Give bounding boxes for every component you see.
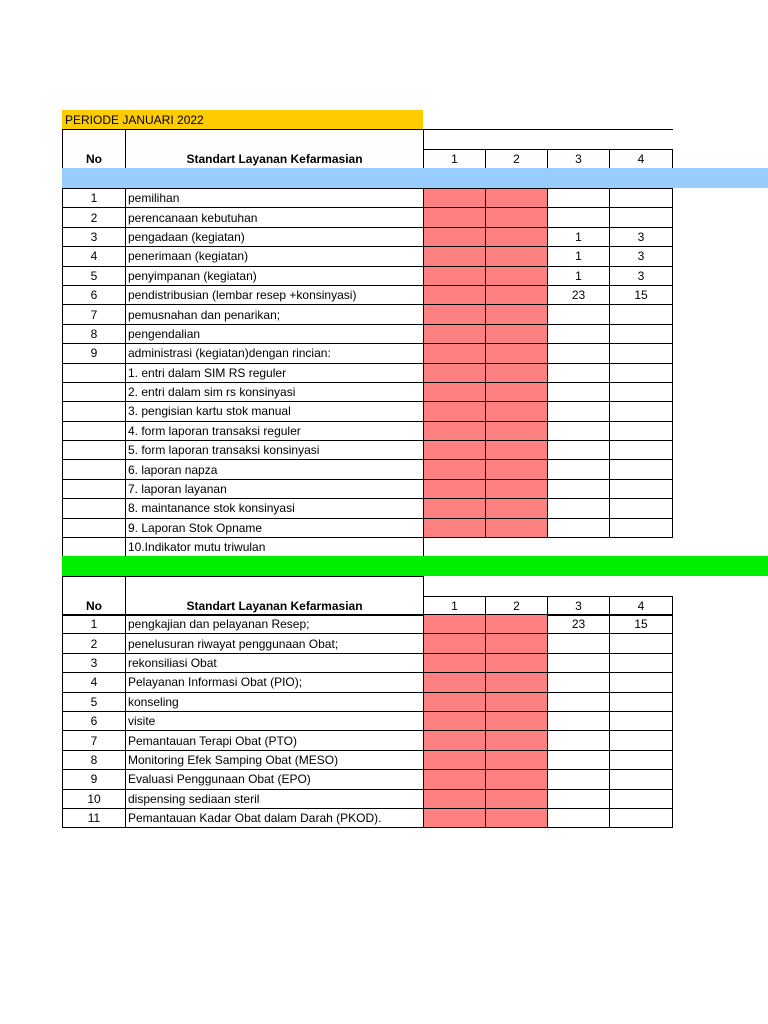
week-2-cell [486, 285, 548, 304]
row-number [63, 421, 126, 440]
week-3-cell [548, 382, 610, 401]
week-1-cell [424, 634, 486, 653]
week-3-cell: 1 [548, 247, 610, 266]
row-number [63, 363, 126, 382]
week-3-cell [548, 770, 610, 789]
table-row [63, 673, 673, 692]
week-3-cell [548, 208, 610, 227]
row-label: visite [126, 711, 424, 730]
row-number: 4 [63, 247, 126, 266]
week-4-cell [610, 499, 673, 518]
week-4-cell [610, 421, 673, 440]
week-1-cell [424, 324, 486, 343]
week-2-cell [486, 499, 548, 518]
week-2-cell [486, 324, 548, 343]
week-4-cell [610, 344, 673, 363]
section1-last-blank [424, 538, 673, 557]
section2-header-spacer [424, 577, 673, 597]
week-3-cell [548, 305, 610, 324]
table-row [63, 789, 673, 808]
week-1-cell [424, 441, 486, 460]
section2-col-1: 1 [424, 597, 486, 616]
week-4-cell [610, 692, 673, 711]
row-label: Monitoring Efek Samping Obat (MESO) [126, 750, 424, 769]
table-row [63, 363, 673, 382]
section2-standard-header: Standart Layanan Kefarmasian [126, 577, 424, 616]
table-row [63, 402, 673, 421]
week-2-cell [486, 247, 548, 266]
week-4-cell [610, 789, 673, 808]
week-3-cell: 23 [548, 615, 610, 634]
table-row [63, 770, 673, 789]
week-1-cell [424, 363, 486, 382]
row-number: 10 [63, 789, 126, 808]
week-3-cell [548, 634, 610, 653]
table-row [63, 247, 673, 266]
row-number: 1 [63, 615, 126, 634]
week-4-cell [610, 208, 673, 227]
section1-no-header: No [63, 130, 126, 169]
row-label: 1. entri dalam SIM RS reguler [126, 363, 424, 382]
row-number [63, 460, 126, 479]
table-row [63, 441, 673, 460]
row-label: 4. form laporan transaksi reguler [126, 421, 424, 440]
week-1-cell [424, 247, 486, 266]
section2-no-header: No [63, 577, 126, 616]
row-label: penelusuran riwayat penggunaan Obat; [126, 634, 424, 653]
table-row [63, 460, 673, 479]
week-4-cell: 15 [610, 615, 673, 634]
row-label: rekonsiliasi Obat [126, 653, 424, 672]
section1-header-table [62, 129, 673, 169]
row-label: Pemantauan Terapi Obat (PTO) [126, 731, 424, 750]
week-3-cell [548, 324, 610, 343]
row-number: 3 [63, 653, 126, 672]
week-4-cell [610, 653, 673, 672]
table-row [63, 227, 673, 246]
row-number: 8 [63, 750, 126, 769]
week-3-cell [548, 421, 610, 440]
week-4-cell [610, 363, 673, 382]
week-4-cell [610, 750, 673, 769]
section1-col-2: 2 [486, 150, 548, 169]
section1-table [62, 188, 673, 557]
section1-standard-header: Standart Layanan Kefarmasian [126, 130, 424, 169]
week-4-cell [610, 189, 673, 208]
row-number [63, 441, 126, 460]
row-label: pengadaan (kegiatan) [126, 227, 424, 246]
week-2-cell [486, 808, 548, 827]
row-number: 1 [63, 189, 126, 208]
row-number: 2 [63, 208, 126, 227]
section1-col-4: 4 [610, 150, 673, 169]
table-row [63, 692, 673, 711]
week-4-cell [610, 770, 673, 789]
week-1-cell [424, 402, 486, 421]
week-1-cell [424, 731, 486, 750]
row-label: Pemantauan Kadar Obat dalam Darah (PKOD). [126, 808, 424, 827]
row-number: 7 [63, 731, 126, 750]
section1-last-no [63, 538, 126, 557]
row-label: 9. Laporan Stok Opname [126, 518, 424, 537]
week-4-cell: 3 [610, 266, 673, 285]
week-4-cell [610, 382, 673, 401]
row-number: 2 [63, 634, 126, 653]
row-label: dispensing sediaan steril [126, 789, 424, 808]
week-2-cell [486, 344, 548, 363]
section2-col-2: 2 [486, 597, 548, 616]
week-2-cell [486, 441, 548, 460]
week-1-cell [424, 208, 486, 227]
week-3-cell [548, 711, 610, 730]
table-row [63, 653, 673, 672]
week-1-cell [424, 227, 486, 246]
week-2-cell [486, 227, 548, 246]
row-number: 11 [63, 808, 126, 827]
row-number: 8 [63, 324, 126, 343]
section1-last-label: 10.Indikator mutu triwulan [126, 538, 424, 557]
table-row [63, 808, 673, 827]
week-1-cell [424, 789, 486, 808]
week-1-cell [424, 344, 486, 363]
week-2-cell [486, 615, 548, 634]
row-number: 3 [63, 227, 126, 246]
row-number [63, 499, 126, 518]
table-row [63, 711, 673, 730]
row-label: pemilihan [126, 189, 424, 208]
row-number: 5 [63, 266, 126, 285]
week-1-cell [424, 266, 486, 285]
week-1-cell [424, 750, 486, 769]
week-4-cell [610, 324, 673, 343]
week-4-cell: 3 [610, 227, 673, 246]
section2-band [62, 556, 768, 576]
row-label: penyimpanan (kegiatan) [126, 266, 424, 285]
week-4-cell [610, 518, 673, 537]
week-1-cell [424, 615, 486, 634]
week-1-cell [424, 499, 486, 518]
week-4-cell [610, 711, 673, 730]
week-4-cell: 3 [610, 247, 673, 266]
week-1-cell [424, 673, 486, 692]
week-1-cell [424, 421, 486, 440]
week-2-cell [486, 692, 548, 711]
week-1-cell [424, 479, 486, 498]
row-label: pemusnahan dan penarikan; [126, 305, 424, 324]
week-4-cell [610, 402, 673, 421]
table-row [63, 750, 673, 769]
table-row [63, 285, 673, 304]
table-row [63, 518, 673, 537]
week-2-cell [486, 421, 548, 440]
row-label: konseling [126, 692, 424, 711]
week-3-cell [548, 789, 610, 808]
table-row [63, 305, 673, 324]
week-2-cell [486, 460, 548, 479]
row-number: 5 [63, 692, 126, 711]
week-3-cell: 1 [548, 227, 610, 246]
week-4-cell [610, 808, 673, 827]
week-4-cell [610, 460, 673, 479]
row-label: perencanaan kebutuhan [126, 208, 424, 227]
table-row [63, 634, 673, 653]
week-2-cell [486, 363, 548, 382]
table-row [63, 479, 673, 498]
week-4-cell [610, 731, 673, 750]
week-3-cell [548, 808, 610, 827]
row-label: Evaluasi Penggunaan Obat (EPO) [126, 770, 424, 789]
week-1-cell [424, 711, 486, 730]
row-label: 2. entri dalam sim rs konsinyasi [126, 382, 424, 401]
week-1-cell [424, 382, 486, 401]
week-2-cell [486, 479, 548, 498]
row-label: penerimaan (kegiatan) [126, 247, 424, 266]
week-3-cell: 1 [548, 266, 610, 285]
week-3-cell [548, 673, 610, 692]
table-row [63, 421, 673, 440]
week-3-cell [548, 460, 610, 479]
week-2-cell [486, 305, 548, 324]
week-4-cell [610, 479, 673, 498]
row-number [63, 402, 126, 421]
row-label: 5. form laporan transaksi konsinyasi [126, 441, 424, 460]
week-3-cell [548, 189, 610, 208]
row-label: pengkajian dan pelayanan Resep; [126, 615, 424, 634]
table-row [63, 344, 673, 363]
week-1-cell [424, 460, 486, 479]
row-number: 7 [63, 305, 126, 324]
week-1-cell [424, 305, 486, 324]
section1-band [62, 168, 768, 188]
row-number [63, 479, 126, 498]
week-2-cell [486, 634, 548, 653]
week-2-cell [486, 789, 548, 808]
week-1-cell [424, 692, 486, 711]
row-number: 9 [63, 344, 126, 363]
section2-col-4: 4 [610, 597, 673, 616]
table-row [63, 615, 673, 634]
section1-col-1: 1 [424, 150, 486, 169]
week-3-cell [548, 402, 610, 421]
week-4-cell: 15 [610, 285, 673, 304]
week-2-cell [486, 189, 548, 208]
week-2-cell [486, 673, 548, 692]
period-title: PERIODE JANUARI 2022 [62, 110, 423, 130]
week-3-cell [548, 499, 610, 518]
section2-col-3: 3 [548, 597, 610, 616]
week-2-cell [486, 653, 548, 672]
section2-header-table [62, 576, 673, 616]
row-label: pengendalian [126, 324, 424, 343]
week-4-cell [610, 673, 673, 692]
row-label: 3. pengisian kartu stok manual [126, 402, 424, 421]
week-3-cell [548, 653, 610, 672]
row-number: 9 [63, 770, 126, 789]
week-3-cell [548, 731, 610, 750]
week-2-cell [486, 750, 548, 769]
table-row [63, 499, 673, 518]
section1-col-3: 3 [548, 150, 610, 169]
section1-header-spacer [424, 130, 673, 150]
week-2-cell [486, 518, 548, 537]
row-number [63, 382, 126, 401]
week-1-cell [424, 518, 486, 537]
week-4-cell [610, 441, 673, 460]
week-3-cell [548, 479, 610, 498]
table-row [63, 266, 673, 285]
row-number [63, 518, 126, 537]
row-number: 6 [63, 711, 126, 730]
week-3-cell [548, 344, 610, 363]
table-row [63, 382, 673, 401]
row-label: pendistribusian (lembar resep +konsinyasi) [126, 285, 424, 304]
week-2-cell [486, 711, 548, 730]
row-label: administrasi (kegiatan)dengan rincian: [126, 344, 424, 363]
row-label: 8. maintanance stok konsinyasi [126, 499, 424, 518]
row-number: 4 [63, 673, 126, 692]
table-row [63, 189, 673, 208]
week-4-cell [610, 305, 673, 324]
row-label: 6. laporan napza [126, 460, 424, 479]
week-1-cell [424, 653, 486, 672]
week-4-cell [610, 634, 673, 653]
week-1-cell [424, 770, 486, 789]
week-3-cell [548, 750, 610, 769]
week-1-cell [424, 285, 486, 304]
week-2-cell [486, 770, 548, 789]
week-3-cell [548, 692, 610, 711]
week-3-cell [548, 518, 610, 537]
week-2-cell [486, 266, 548, 285]
row-label: 7. laporan layanan [126, 479, 424, 498]
week-2-cell [486, 731, 548, 750]
week-3-cell: 23 [548, 285, 610, 304]
week-3-cell [548, 441, 610, 460]
table-row [63, 208, 673, 227]
week-1-cell [424, 189, 486, 208]
week-2-cell [486, 382, 548, 401]
table-row [63, 731, 673, 750]
section2-table [62, 614, 673, 828]
row-label: Pelayanan Informasi Obat (PIO); [126, 673, 424, 692]
row-number: 6 [63, 285, 126, 304]
week-1-cell [424, 808, 486, 827]
week-2-cell [486, 402, 548, 421]
table-row [63, 324, 673, 343]
week-3-cell [548, 363, 610, 382]
week-2-cell [486, 208, 548, 227]
